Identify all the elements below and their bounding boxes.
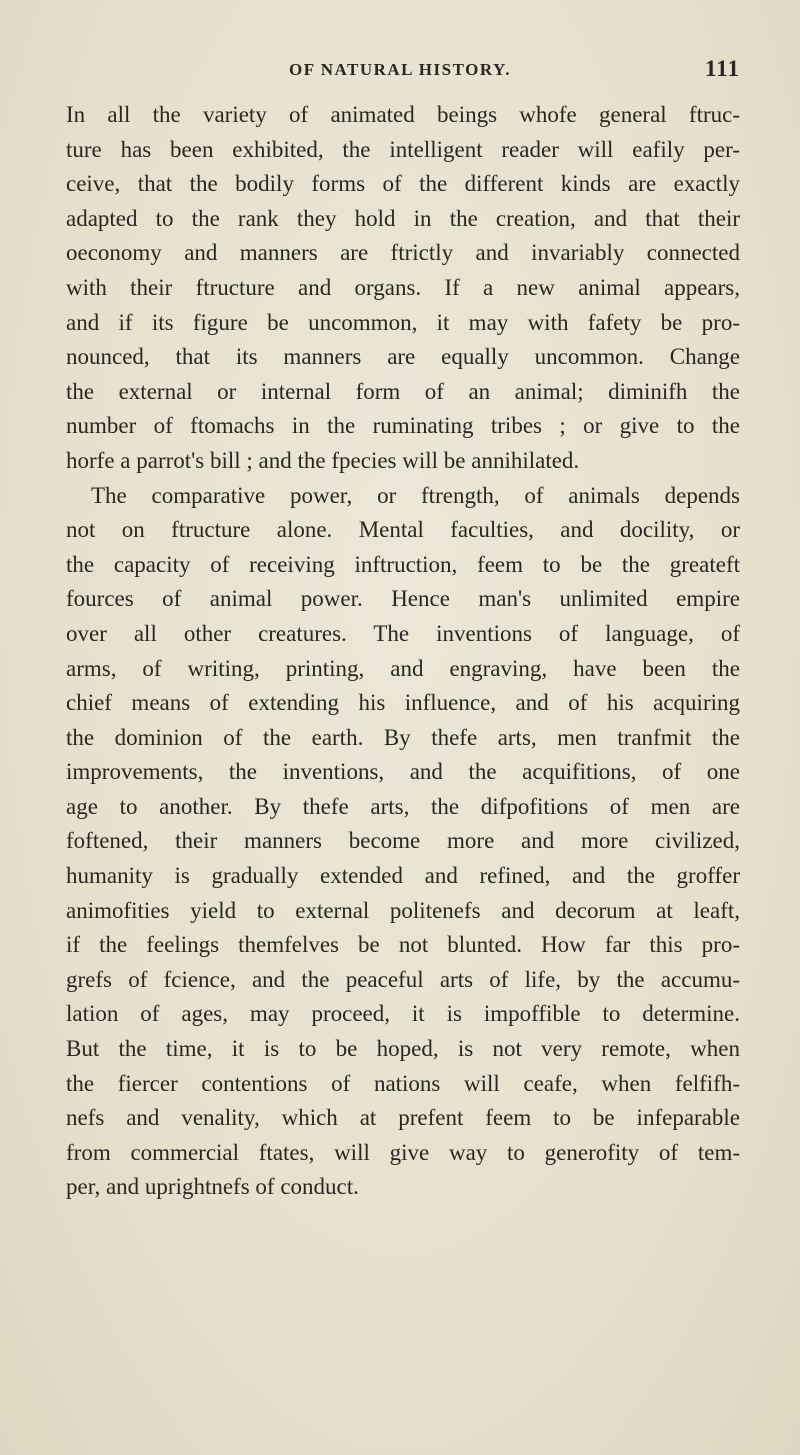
text-line: ture has been exhibited, the intelligent reader will eafily per- bbox=[66, 136, 740, 162]
text-line: number of ftomachs in the ruminating tribes ; or give to the bbox=[66, 413, 740, 439]
text-line: over all other creatures. The inventions of language, of bbox=[66, 620, 740, 646]
text-line: The comparative power, or ftrength, of animals depends bbox=[91, 482, 740, 508]
text-line: nefs and venality, which at prefent feem to be infeparable bbox=[66, 1105, 740, 1131]
text-line: not on ftructure alone. Mental faculties, and docility, or bbox=[66, 517, 740, 543]
running-header bbox=[0, 56, 800, 84]
text-line: horfe a parrot's bill ; and the fpecies will be annihilated. bbox=[66, 447, 580, 473]
text-line: the capacity of receiving inftruction, feem to be the greateft bbox=[66, 551, 740, 577]
text-line: humanity is gradually extended and refined, and the groffer bbox=[66, 863, 740, 889]
text-line: adapted to the rank they hold in the creation, and that their bbox=[66, 205, 740, 231]
text-line: and if its figure be uncommon, it may with fafety be pro- bbox=[66, 309, 740, 335]
text-line: with their ftructure and organs. If a new animal appears, bbox=[66, 274, 740, 300]
text-line: age to another. By thefe arts, the difpofitions of men are bbox=[66, 793, 740, 819]
text-line: chief means of extending his influence, and of his acquiring bbox=[66, 690, 740, 716]
text-line: the dominion of the earth. By thefe arts, men tranfmit the bbox=[66, 724, 740, 750]
text-line: oeconomy and manners are ftrictly and invariably connected bbox=[66, 240, 740, 266]
text-line: fources of animal power. Hence man's unlimited empire bbox=[66, 586, 740, 612]
text-line: In all the variety of animated beings whofe general ftruc- bbox=[66, 102, 740, 127]
text-line: arms, of writing, printing, and engraving, have been the bbox=[66, 655, 740, 681]
text-line: foftened, their manners become more and more civilized, bbox=[66, 828, 740, 854]
text-line: lation of ages, may proceed, it is impoffible to determine. bbox=[66, 1001, 740, 1027]
text-line: improvements, the inventions, and the acquifitions, of one bbox=[66, 759, 740, 785]
text-line: But the time, it is to be hoped, is not very remote, when bbox=[66, 1036, 740, 1062]
text-line: the external or internal form of an animal; diminifh the bbox=[66, 378, 740, 404]
text-line: the fiercer contentions of nations will ceafe, when felfifh- bbox=[66, 1070, 740, 1096]
text-line: nounced, that its manners are equally uncommon. Change bbox=[66, 344, 740, 370]
text-line: ceive, that the bodily forms of the different kinds are exactly bbox=[66, 171, 740, 197]
text-line: from commercial ftates, will give way to generofity of tem- bbox=[66, 1139, 740, 1165]
body-text bbox=[66, 98, 740, 1205]
running-title: OF NATURAL HISTORY. bbox=[288, 60, 512, 79]
page-number: 111 bbox=[705, 56, 740, 81]
text-line: if the feelings themfelves be not blunted. How far this pro- bbox=[66, 932, 740, 958]
text-line: per, and uprightnefs of conduct. bbox=[66, 1174, 359, 1200]
text-line: animofities yield to external politenefs and decorum at leaft, bbox=[66, 897, 740, 923]
text-line: grefs of fcience, and the peaceful arts of life, by the accumu- bbox=[66, 966, 740, 992]
